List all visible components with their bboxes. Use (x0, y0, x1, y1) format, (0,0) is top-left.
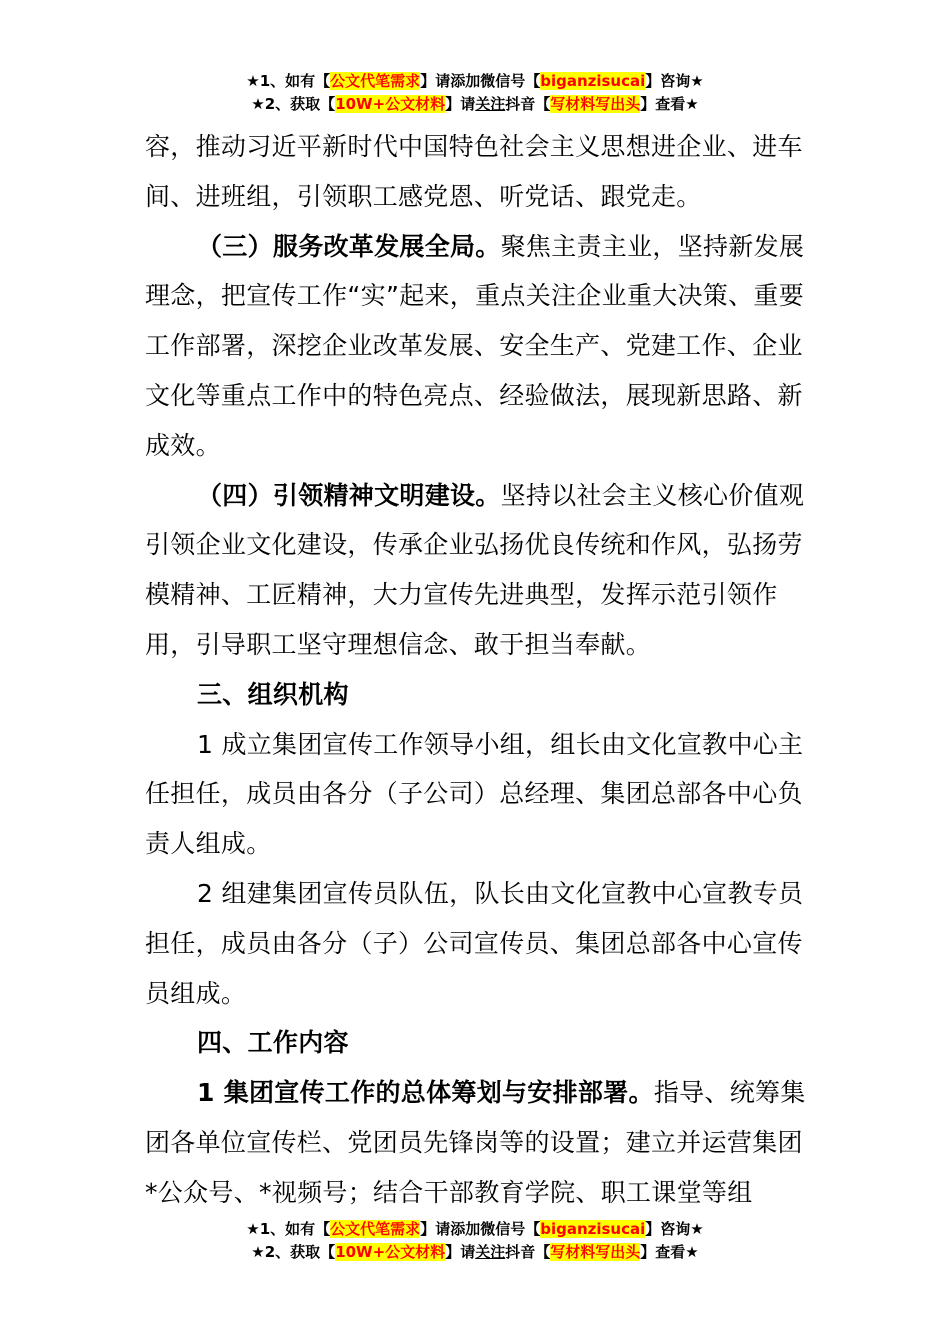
banner-text: 】请添加微信号【 (420, 72, 541, 90)
banner-text: ★2、获取【 (251, 1243, 336, 1261)
banner-text: 】咨询★ (645, 1220, 704, 1238)
highlight-service: 公文代笔需求 (330, 72, 421, 90)
footer-banner (0, 1218, 950, 1264)
paragraph-spiritual-civilization (145, 471, 810, 670)
footer-banner-line-1 (0, 1218, 950, 1241)
banner-text: 】咨询★ (645, 72, 704, 90)
underlined-follow: 关注 (475, 1243, 506, 1261)
header-banner-line-1 (0, 70, 950, 93)
banner-text: 】查看★ (640, 1243, 699, 1261)
paragraph-heading: （三）服务改革发展全局。 (197, 231, 501, 261)
highlight-wechat-id: biganzisucai (540, 72, 646, 90)
paragraph-publicity-team: 2 组建集团宣传员队伍，队长由文化宣教中心宣教专员担任，成员由各分（子）公司宣传员、集团总部各中心宣传员组成。 (145, 878, 804, 1008)
paragraph-text: 聚焦主责主业，坚持新发展理念，把宣传工作“实”起来，重点关注企业重大决策、重要工作部署，深挖企业改革发展、安全生产、党建工作、企业文化等重点工作中的特色亮点、经验做法，展现新思路、新成效。 (145, 231, 805, 460)
highlight-materials: 10W+公文材料 (335, 95, 446, 113)
banner-text: ★1、如有【 (246, 72, 331, 90)
banner-text: 抖音【 (505, 1243, 551, 1261)
paragraph-leading-group: 1 成立集团宣传工作领导小组，组长由文化宣教中心主任担任，成员由各分（子公司）总经理、集团总部各中心负责人组成。 (145, 729, 804, 859)
banner-text: 】请 (445, 1243, 476, 1261)
underlined-follow: 关注 (475, 95, 506, 113)
section-heading-work-content: 四、工作内容 (197, 1028, 349, 1058)
banner-text: ★1、如有【 (246, 1220, 331, 1238)
banner-text: ★2、获取【 (251, 95, 336, 113)
highlight-service: 公文代笔需求 (330, 1220, 421, 1238)
header-banner-line-2 (0, 93, 950, 116)
header-banner (0, 70, 950, 116)
document-body (145, 122, 810, 1218)
highlight-douyin-account: 写材料写出头 (550, 95, 641, 113)
paragraph-overall-planning (145, 1068, 810, 1217)
paragraph-continuation: 容，推动习近平新时代中国特色社会主义思想进企业、进车间、进班组，引领职工感党恩、听党话、跟党走。 (145, 132, 803, 211)
highlight-wechat-id: biganzisucai (540, 1220, 646, 1238)
paragraph-heading: （四）引领精神文明建设。 (197, 480, 501, 510)
banner-text: 抖音【 (505, 95, 551, 113)
banner-text: 】查看★ (640, 95, 699, 113)
footer-banner-line-2 (0, 1241, 950, 1264)
paragraph-text: 指导、统筹集团各单位宣传栏、党团员先锋岗等的设置；建立并运营集团*公众号、*视频号；结合干部教育学院、职工课堂等组 (145, 1078, 806, 1207)
paragraph-heading: 1 集团宣传工作的总体筹划与安排部署。 (197, 1078, 654, 1108)
paragraph-text: 坚持以社会主义核心价值观引领企业文化建设，传承企业弘扬优良传统和作风，弘扬劳模精神、工匠精神，大力宣传先进典型，发挥示范引领作用，引导职工坚守理想信念、敢于担当奉献。 (145, 480, 805, 659)
highlight-materials: 10W+公文材料 (335, 1243, 446, 1261)
highlight-douyin-account: 写材料写出头 (550, 1243, 641, 1261)
paragraph-reform-development (145, 222, 810, 471)
banner-text: 】请添加微信号【 (420, 1220, 541, 1238)
section-heading-organization: 三、组织机构 (197, 679, 349, 709)
banner-text: 】请 (445, 95, 476, 113)
